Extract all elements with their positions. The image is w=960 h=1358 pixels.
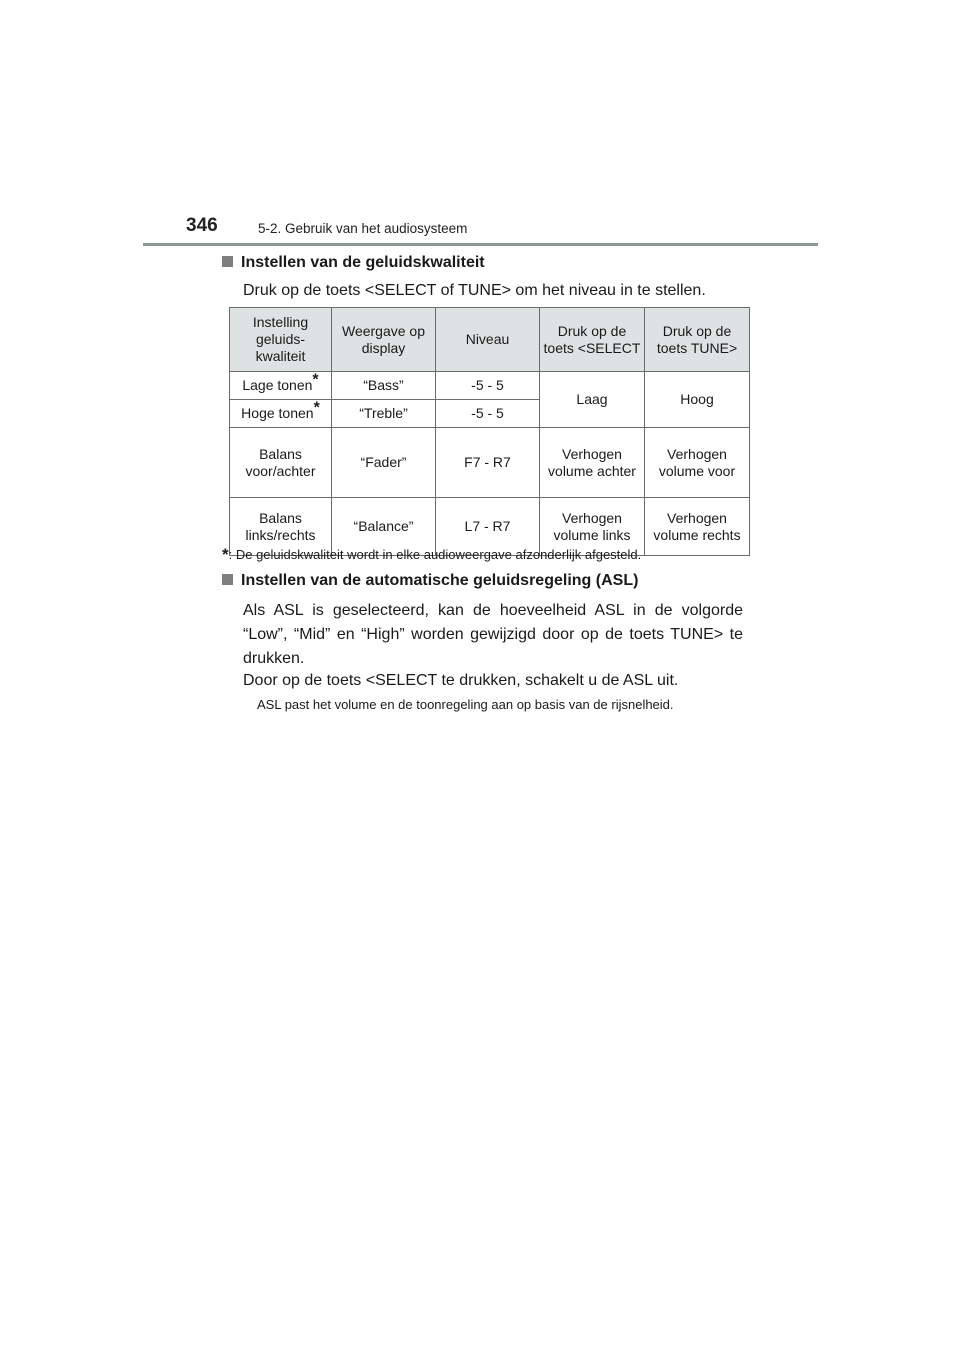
asl-paragraph-1: Als ASL is geselecteerd, kan de hoeveelheid ASL in de volgorde “Low”, “Mid” en “High” worden gewijzigd door op de toets TUNE> te drukken. [243,602,743,667]
table-row [230,428,750,498]
column-header-tune: Druk op de toets TUNE> [645,308,750,372]
setting-cell: Hoge tonen* [230,400,332,428]
level-cell: -5 - 5 [436,372,540,400]
square-bullet-icon [222,574,233,585]
setting-cell: Balans voor/achter [230,428,332,498]
sound-quality-heading [222,254,485,272]
select-cell: Verhogen volume links [540,498,645,556]
asl-note: ASL past het volume en de toonregeling aan op basis van de rijsnelheid. [257,697,674,712]
tune-cell: Hoog [645,372,750,428]
footnote-asterisk: * [222,545,229,564]
column-header-display: Weergave op display [332,308,436,372]
select-cell: Verhogen volume achter [540,428,645,498]
display-cell: “Balance” [332,498,436,556]
column-header-select: Druk op de toets <SELECT [540,308,645,372]
section-title: 5-2. Gebruik van het audiosysteem [258,221,468,236]
page-number: 346 [186,215,218,236]
sound-quality-instruction: Druk op de toets <SELECT of TUNE> om het niveau in te stellen. [243,282,706,299]
footnote-asterisk: * [312,371,319,389]
level-cell: F7 - R7 [436,428,540,498]
setting-cell: Balans links/rechts [230,498,332,556]
table-header-row [230,308,750,372]
footnote-asterisk: * [313,399,320,417]
tune-cell: Verhogen volume voor [645,428,750,498]
header-rule [143,243,818,246]
asl-heading-text: Instellen van de automatische geluidsregeling (ASL) [241,572,639,589]
asl-paragraph-2: Door op de toets <SELECT te drukken, schakelt u de ASL uit. [243,672,679,689]
display-cell: “Bass” [332,372,436,400]
column-header-level: Niveau [436,308,540,372]
select-cell: Laag [540,372,645,428]
asl-heading [222,572,638,590]
footnote-text: : De geluidskwaliteit wordt in elke audioweergave afzonderlijk afgesteld. [228,547,642,562]
setting-cell: Lage tonen* [230,372,332,400]
sound-quality-table [229,307,750,556]
sound-quality-heading-text: Instellen van de geluidskwaliteit [241,254,485,271]
footnote [222,545,641,565]
table-row [230,372,750,400]
tune-cell: Verhogen volume rechts [645,498,750,556]
level-cell: L7 - R7 [436,498,540,556]
column-header-setting: Instelling geluids- kwaliteit [230,308,332,372]
display-cell: “Fader” [332,428,436,498]
display-cell: “Treble” [332,400,436,428]
level-cell: -5 - 5 [436,400,540,428]
square-bullet-icon [222,256,233,267]
